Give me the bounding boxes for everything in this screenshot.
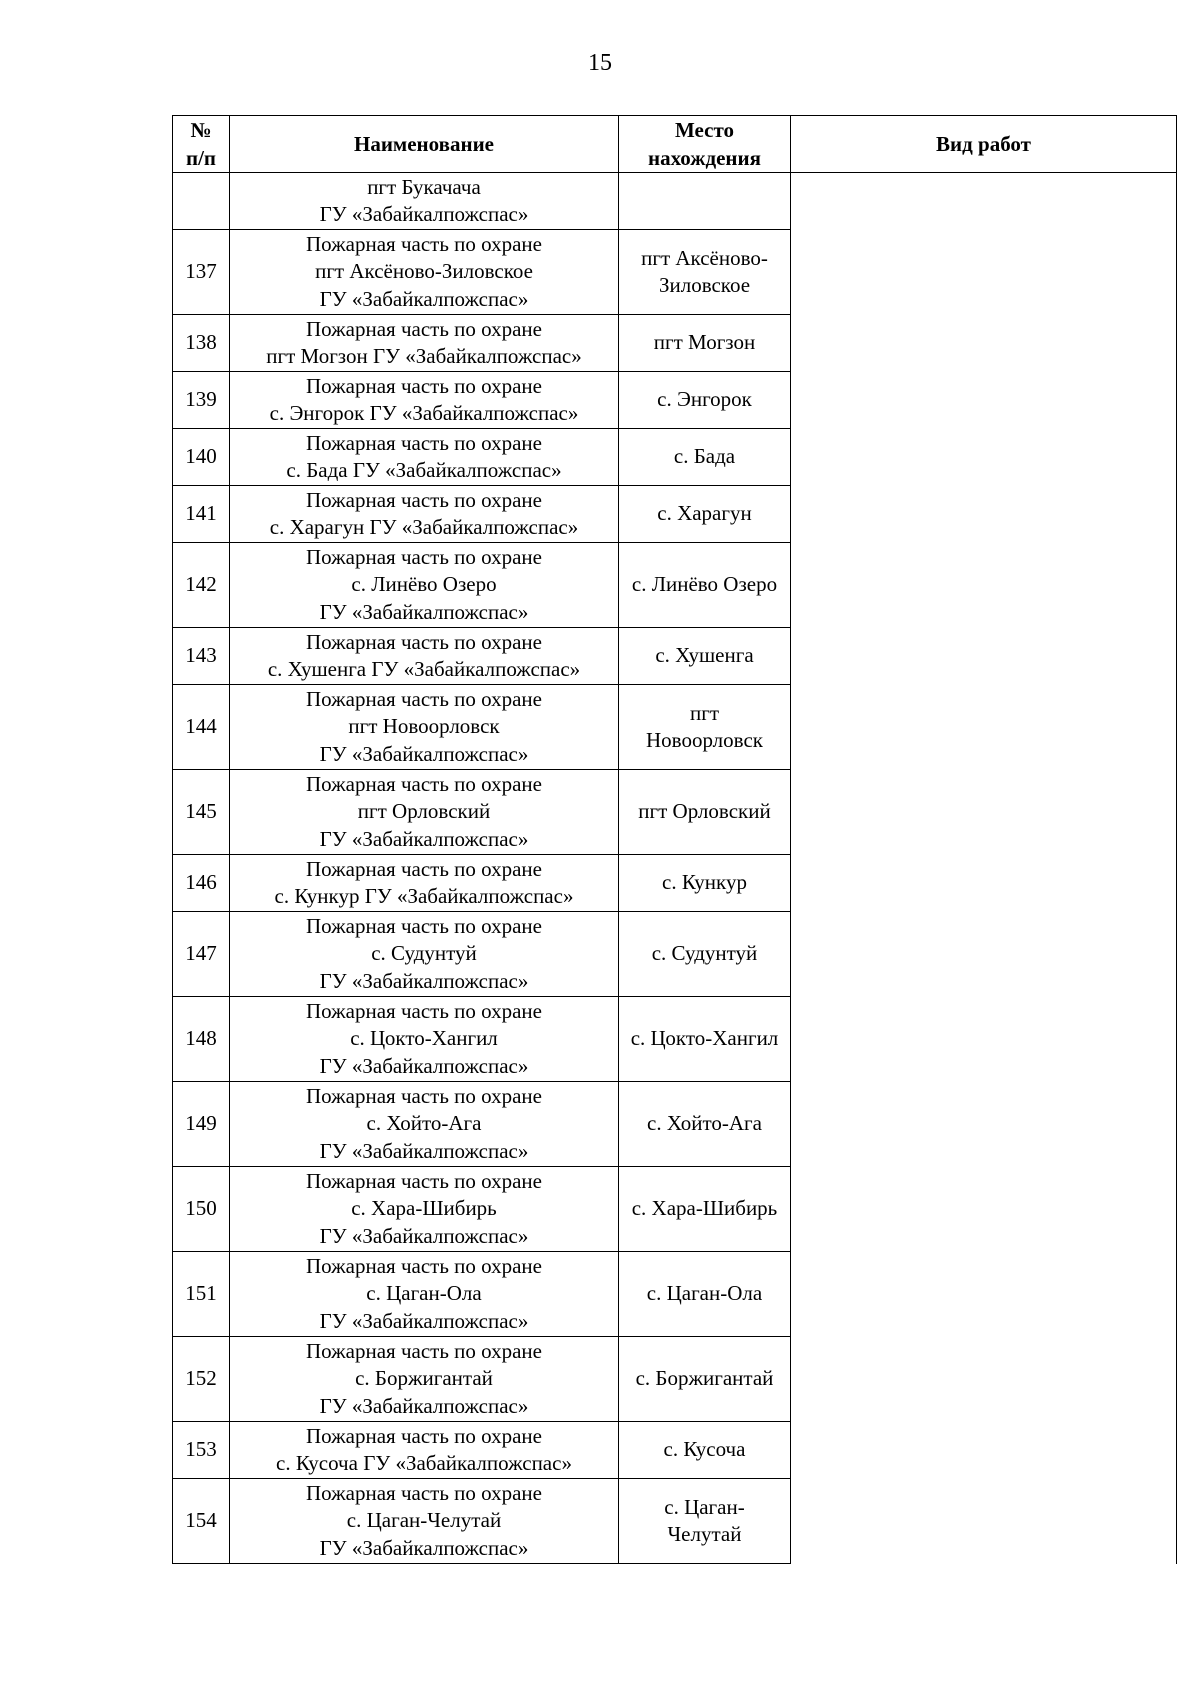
header-location-line: Место [675, 118, 734, 142]
row-name-line: пгт Орловский [357, 799, 491, 824]
row-name [230, 855, 619, 912]
row-name [230, 429, 619, 486]
row-name [230, 1337, 619, 1422]
row-name-line: с. Цаган-Ола [366, 1281, 482, 1306]
row-location-line: с. Кусоча [663, 1437, 746, 1462]
row-number: 139 [173, 372, 230, 429]
row-name-line: Пожарная часть по охране [306, 1168, 542, 1193]
row-location-line: с. Цаган- [664, 1494, 745, 1519]
page-number: 15 [588, 50, 612, 76]
row-location-line: пгт Могзон [653, 330, 756, 355]
row-name-line: ГУ «Забайкалпожспас» [319, 741, 529, 766]
row-name-line: Пожарная часть по охране [306, 771, 542, 796]
row-name-line: ГУ «Забайкалпожспас» [319, 202, 529, 226]
row-location-line: с. Хара-Шибирь [631, 1196, 778, 1221]
row-name-line: Пожарная часть по охране [306, 1253, 542, 1278]
row-name-line: ГУ «Забайкалпожспас» [319, 826, 529, 851]
row-name-line: Пожарная часть по охране [306, 487, 542, 512]
row-name [230, 685, 619, 770]
row-location [619, 543, 791, 628]
row-name-line: с. Судунтуй [371, 941, 477, 966]
row-location-line: с. Хойто-Ага [647, 1111, 762, 1136]
row-number: 140 [173, 429, 230, 486]
row-name-line: ГУ «Забайкалпожспас» [319, 599, 529, 624]
row-name [230, 173, 619, 230]
row-number: 147 [173, 912, 230, 997]
header-work: Вид работ [791, 116, 1177, 173]
row-name-line: пгт Аксёново-Зиловское [315, 259, 533, 284]
row-number: 144 [173, 685, 230, 770]
row-name-line: пгт Новоорловск [348, 714, 500, 739]
header-location-line: нахождения [647, 146, 761, 170]
row-location [619, 1167, 791, 1252]
row-name-line: Пожарная часть по охране [306, 373, 542, 398]
row-location-line: Челутай [667, 1522, 742, 1546]
row-name-line: Пожарная часть по охране [306, 1338, 542, 1363]
row-name [230, 1479, 619, 1564]
row-location [619, 1422, 791, 1479]
row-location [619, 1252, 791, 1337]
row-number: 143 [173, 628, 230, 685]
row-number: 153 [173, 1422, 230, 1479]
row-number: 149 [173, 1082, 230, 1167]
row-name-line: ГУ «Забайкалпожспас» [319, 1223, 529, 1248]
row-name [230, 770, 619, 855]
work-type-cell [791, 173, 1177, 1564]
row-number: 146 [173, 855, 230, 912]
row-location-line: Зиловское [658, 273, 751, 297]
row-number: 142 [173, 543, 230, 628]
row-name-line: с. Хойто-Ага [366, 1111, 482, 1136]
row-number: 151 [173, 1252, 230, 1337]
row-name [230, 230, 619, 315]
row-name-line: Пожарная часть по охране [306, 1480, 542, 1505]
row-name-line: с. Хушенга ГУ «Забайкалпожспас» [267, 657, 581, 681]
row-name-line: пгт Букачача [367, 174, 481, 199]
row-name-line: ГУ «Забайкалпожспас» [319, 1138, 529, 1163]
row-number: 148 [173, 997, 230, 1082]
row-name-line: Пожарная часть по охране [306, 544, 542, 569]
row-name-line: Пожарная часть по охране [306, 231, 542, 256]
row-location [619, 315, 791, 372]
table-body [173, 173, 1177, 1564]
row-name [230, 1167, 619, 1252]
row-location [619, 628, 791, 685]
row-name-line: с. Хара-Шибирь [351, 1196, 497, 1221]
row-location-line: пгт [689, 700, 720, 725]
header-num-line: № [190, 118, 212, 142]
row-location-line: пгт Аксёново- [641, 245, 768, 270]
row-name [230, 1422, 619, 1479]
row-location-line: пгт Орловский [638, 799, 771, 824]
row-location [619, 685, 791, 770]
row-location-line: с. Хушенга [655, 643, 754, 668]
row-location-line: с. Цокто-Хангил [630, 1026, 779, 1051]
row-name-line: с. Цаган-Челутай [346, 1508, 502, 1533]
header-num-line: п/п [185, 146, 217, 170]
row-name-line: с. Бада ГУ «Забайкалпожспас» [286, 458, 562, 482]
row-location-line: с. Энгорок [657, 387, 752, 412]
row-name-line: с. Энгорок ГУ «Забайкалпожспас» [269, 401, 579, 425]
row-number: 145 [173, 770, 230, 855]
row-name-line: с. Цокто-Хангил [350, 1026, 498, 1051]
row-location-line: с. Кункур [662, 870, 747, 895]
row-name [230, 912, 619, 997]
header-name: Наименование [230, 116, 619, 173]
row-location [619, 997, 791, 1082]
row-name [230, 486, 619, 543]
row-location [619, 429, 791, 486]
row-location [619, 1337, 791, 1422]
row-location [619, 173, 791, 230]
row-location-line: с. Судунтуй [651, 941, 758, 966]
row-name-line: с. Кусоча ГУ «Забайкалпожспас» [276, 1451, 572, 1475]
header-location [619, 116, 791, 173]
fire-stations-table [172, 115, 1177, 1564]
row-name-line: с. Боржигантай [355, 1366, 493, 1391]
row-name-line: ГУ «Забайкалпожспас» [319, 286, 529, 311]
row-location [619, 770, 791, 855]
row-name-line: с. Харагун ГУ «Забайкалпожспас» [269, 515, 579, 539]
row-name-line: ГУ «Забайкалпожспас» [319, 968, 529, 993]
header-num [173, 116, 230, 173]
row-location [619, 372, 791, 429]
row-location-line: с. Линёво Озеро [631, 572, 778, 597]
row-name-line: ГУ «Забайкалпожспас» [319, 1393, 529, 1418]
row-name [230, 1082, 619, 1167]
row-name [230, 315, 619, 372]
row-name-line: ГУ «Забайкалпожспас» [319, 1053, 529, 1078]
row-location [619, 1479, 791, 1564]
table-header-row [173, 116, 1177, 173]
row-name-line: ГУ «Забайкалпожспас» [319, 1308, 529, 1333]
row-name [230, 372, 619, 429]
row-name-line: Пожарная часть по охране [306, 1423, 542, 1448]
row-name-line: пгт Могзон ГУ «Забайкалпожспас» [266, 344, 582, 368]
row-name [230, 1252, 619, 1337]
row-location-line: с. Цаган-Ола [646, 1281, 763, 1306]
row-number: 154 [173, 1479, 230, 1564]
row-location-line: Новоорловск [646, 728, 763, 752]
row-number [173, 173, 230, 230]
row-number: 138 [173, 315, 230, 372]
row-name-line: Пожарная часть по охране [306, 913, 542, 938]
row-number: 150 [173, 1167, 230, 1252]
row-number: 141 [173, 486, 230, 543]
row-location [619, 230, 791, 315]
row-name-line: Пожарная часть по охране [306, 998, 542, 1023]
row-location [619, 855, 791, 912]
row-location-line: с. Боржигантай [635, 1366, 774, 1391]
row-name [230, 628, 619, 685]
row-number: 137 [173, 230, 230, 315]
row-location-line: с. Бада [673, 444, 736, 469]
row-name-line: Пожарная часть по охране [306, 1083, 542, 1108]
row-name-line: Пожарная часть по охране [306, 856, 542, 881]
table-row [173, 173, 1177, 230]
row-location [619, 912, 791, 997]
row-name-line: Пожарная часть по охране [306, 629, 542, 654]
row-name-line: ГУ «Забайкалпожспас» [319, 1535, 529, 1560]
row-name-line: Пожарная часть по охране [306, 316, 542, 341]
row-name [230, 543, 619, 628]
row-name-line: Пожарная часть по охране [306, 686, 542, 711]
row-name [230, 997, 619, 1082]
row-name-line: Пожарная часть по охране [306, 430, 542, 455]
row-name-line: с. Линёво Озеро [351, 572, 497, 597]
row-location [619, 1082, 791, 1167]
row-location-line: с. Харагун [657, 501, 752, 526]
row-number: 152 [173, 1337, 230, 1422]
row-location [619, 486, 791, 543]
row-name-line: с. Кункур ГУ «Забайкалпожспас» [274, 884, 574, 908]
